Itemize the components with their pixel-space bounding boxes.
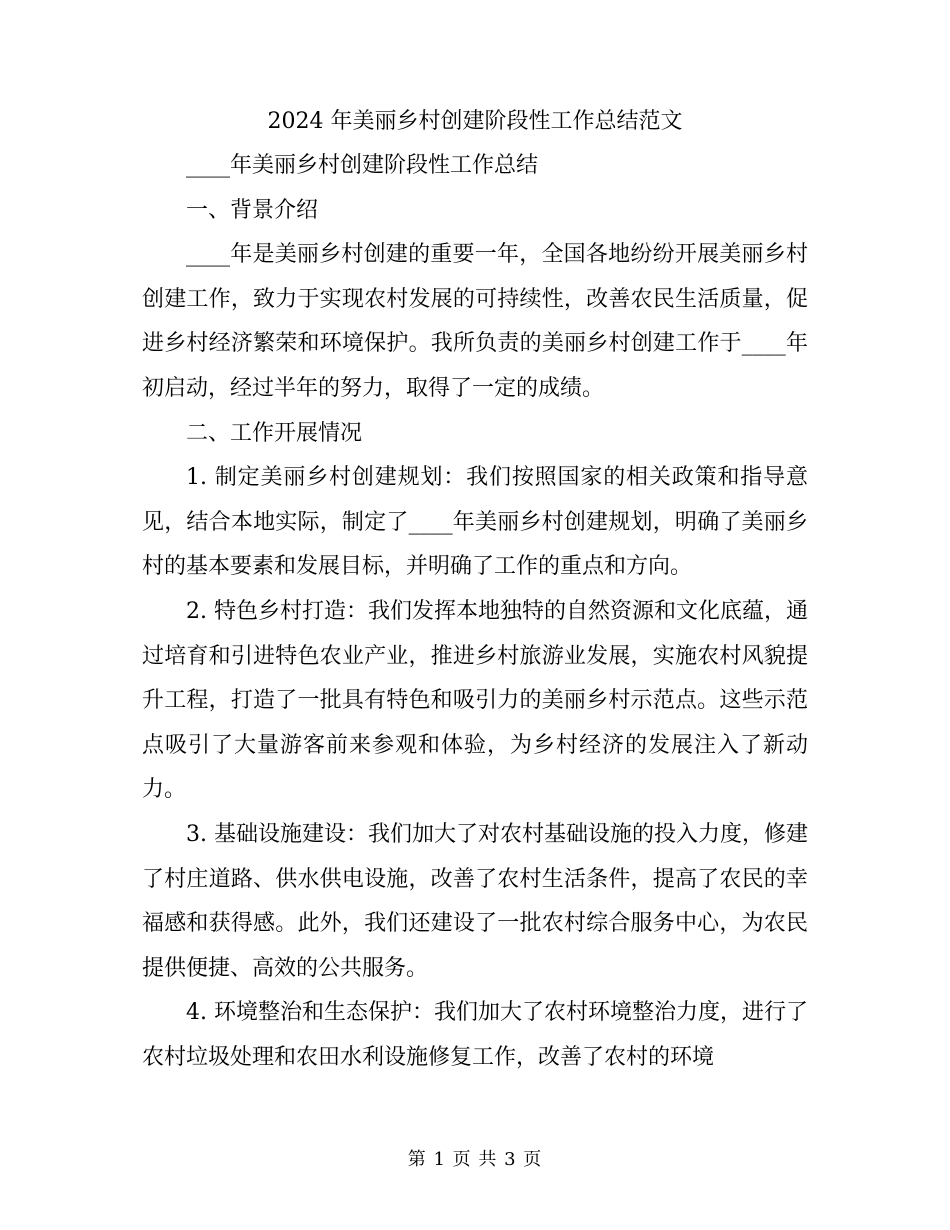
page-number-footer: 第 1 页 共 3 页: [407, 1149, 543, 1170]
paragraph-background: ____年是美丽乡村创建的重要一年，全国各地纷纷开展美丽乡村创建工作，致力于实现农村发展的可持续性，改善农民生活质量，促进乡村经济繁荣和环境保护。我所负责的美丽乡村创建工作于____年初启动，经过半年的努力，取得了一定的成绩。: [142, 242, 808, 401]
paragraph-item-3: 3. 基础设施建设：我们加大了对农村基础设施的投入力度，修建了村庄道路、供水供电设施，改善了农村生活条件，提高了农民的幸福感和获得感。此外，我们还建设了一批农村综合服务中心，为农民提供便捷、高效的公共服务。: [142, 821, 808, 981]
document-title: 2024 年美丽乡村创建阶段性工作总结范文: [267, 109, 683, 134]
section-heading-background: 一、背景介绍: [186, 197, 319, 223]
paragraph-item-2: 2. 特色乡村打造：我们发挥本地独特的自然资源和文化底蕴，通过培育和引进特色农业产业，推进乡村旅游业发展，实施农村风貌提升工程，打造了一批具有特色和吸引力的美丽乡村示范点。这些示范点吸引了大量游客前来参观和体验，为乡村经济的发展注入了新动力。: [142, 598, 808, 803]
section-heading-work-progress: 二、工作开展情况: [186, 420, 363, 446]
paragraph-item-4: 4. 环境整治和生态保护：我们加大了农村环境整治力度，进行了农村垃圾处理和农田水利设施修复工作，改善了农村的环境: [142, 1000, 808, 1070]
paragraph-item-1: 1. 制定美丽乡村创建规划：我们按照国家的相关政策和指导意见，结合本地实际，制定了____年美丽乡村创建规划，明确了美丽乡村的基本要素和发展目标，并明确了工作的重点和方向。: [142, 465, 808, 580]
paragraph-subtitle: ____年美丽乡村创建阶段性工作总结: [186, 153, 539, 178]
document-body: [142, 100, 808, 1080]
